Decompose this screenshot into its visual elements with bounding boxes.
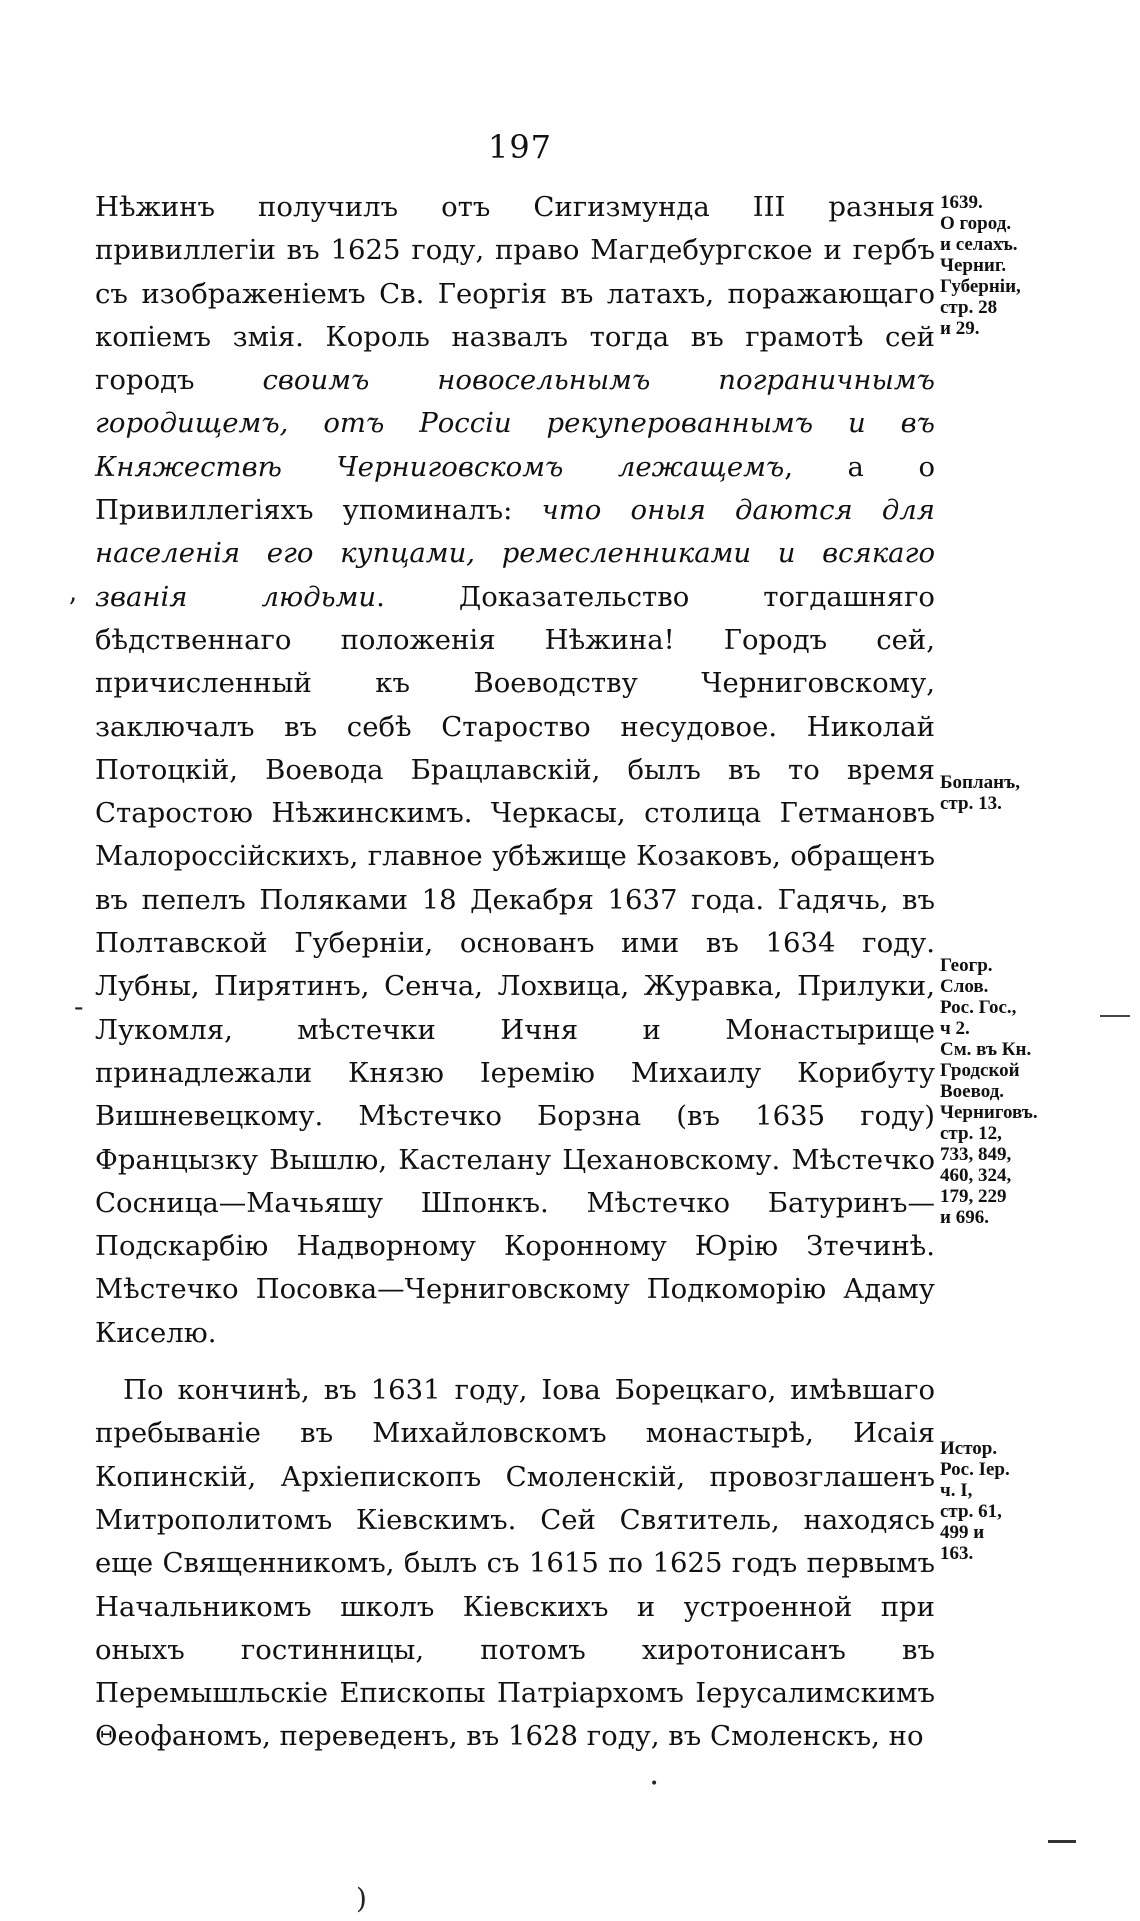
note-line: Бопланъ, xyxy=(940,772,1020,793)
note-line: 179, 229 xyxy=(940,1186,1007,1207)
note-line: Геогр. xyxy=(940,955,993,976)
note-line: 499 и xyxy=(940,1522,985,1543)
note-line: ч 2. xyxy=(940,1018,970,1039)
note-line: 1639. xyxy=(940,192,983,213)
note-line: О город. xyxy=(940,213,1012,234)
note-line: Губерніи, xyxy=(940,276,1021,297)
paragraph-1-part-3: . Доказательство тогдашняго бѣдственнаго положенія Нѣжина! Городъ сей, причисленный къ Воеводству Черниговскому, заключалъ въ себѣ Староство несудовое. Николай Потоцкій, Воевода Брацлавскій, былъ въ то время Старостою Нѣжинскимъ. Черкасы, столица Гетмановъ Малороссійскихъ, главное убѣжище Козаковъ, обращенъ въ пепелъ Поляками 18 Декабря 1637 года. Гадячь, въ Полтавской Губерніи, основанъ ими въ 1634 году. Лубны, Пирятинъ, Сенча, Лохвица, Журавка, Прилуки, Лукомля, мѣстечки Ичня и Монастырище принадлежали Князю Іеремію Михаилу Корибуту Вишневецкому. Мѣстечко Борзна (въ 1635 году) Францызку Вышлю, Кастелану Цехановскому. Мѣстечко Сосница—Мачьяшу Шпонкъ. Мѣстечко Батуринъ—Подскарбію Надворному Коронному Юрію Зтечинѣ. Мѣстечко Посовка—Черниговскому Подкоморію Адаму Киселю. xyxy=(95,580,935,1349)
note-line: и 29. xyxy=(940,318,980,339)
page-number: 197 xyxy=(487,128,553,166)
note-line: стр. 28 xyxy=(940,297,998,318)
note-line: и селахъ. xyxy=(940,234,1018,255)
note-line: 163. xyxy=(940,1543,974,1564)
scan-mark xyxy=(1100,1015,1130,1017)
scan-mark: - xyxy=(74,990,84,1023)
note-line: Черниг. xyxy=(940,255,1007,276)
note-line: 460, 324, xyxy=(940,1165,1012,1186)
note-line: Черниговъ. xyxy=(940,1102,1038,1123)
scan-mark: ’ xyxy=(68,592,77,625)
scan-mark xyxy=(1048,1840,1076,1843)
note-line: Истор. xyxy=(940,1438,998,1459)
note-line: См. въ Кн. xyxy=(940,1039,1032,1060)
margin-note-4 xyxy=(940,1438,1075,1564)
scan-mark: ) xyxy=(356,1882,367,1915)
note-line: Рос. Іер. xyxy=(940,1459,1010,1480)
paragraph-1 xyxy=(95,186,935,1355)
margin-note-3 xyxy=(940,955,1075,1228)
note-line: Слов. xyxy=(940,976,989,997)
note-line: Воевод. xyxy=(940,1081,1005,1102)
margin-note-1 xyxy=(940,192,1075,339)
note-line: стр. 61, xyxy=(940,1501,1002,1522)
paragraph-1-quote-2: что оныя даются для населенія его купцами, ремесленниками и всякаго званія людьми xyxy=(95,494,935,613)
paragraph-1-part-1: Нѣжинъ получилъ отъ Сигизмунда III разныя привиллегіи въ 1625 году, право Магдебургское и гербъ съ изображеніемъ Св. Георгія въ латахъ, поражающаго копіемъ змія. Король назвалъ тогда въ грамотѣ сей городъ xyxy=(95,191,935,397)
scan-mark: • xyxy=(650,1776,659,1792)
note-line: 733, 849, xyxy=(940,1144,1012,1165)
note-line: стр. 12, xyxy=(940,1123,1002,1144)
paragraph-1-part-2: , а о Привиллегіяхъ упоминалъ: xyxy=(95,450,935,527)
margin-note-2 xyxy=(940,772,1075,814)
paragraph-2: По кончинѣ, въ 1631 году, Іова Борецкаго, имѣвшаго пребываніе въ Михайловскомъ монастырѣ, Исаія Копинскій, Архіепископъ Смоленскій, провозглашенъ Митрополитомъ Кіевскимъ. Сей Святитель, находясь еще Священникомъ, былъ съ 1615 по 1625 годъ первымъ Начальникомъ школъ Кіевскихъ и устроенной при оныхъ гостинницы, потомъ хиротонисанъ въ Перемышльскіе Епископы Патріархомъ Іерусалимскимъ Θеофаномъ, переведенъ, въ 1628 году, въ Смоленскъ, но xyxy=(95,1374,935,1753)
note-line: и 696. xyxy=(940,1207,989,1228)
note-line: ч. I, xyxy=(940,1480,973,1501)
note-line: стр. 13. xyxy=(940,793,1002,814)
paragraph-1-quote-1: своимъ новосельнымъ пограничнымъ городищемъ, отъ Россіи рекуперованнымъ и въ Княжествѣ Черниговскомъ лежащемъ xyxy=(95,364,935,483)
main-text xyxy=(95,186,935,1759)
note-line: Гродской xyxy=(940,1060,1020,1081)
note-line: Рос. Гос., xyxy=(940,997,1017,1018)
